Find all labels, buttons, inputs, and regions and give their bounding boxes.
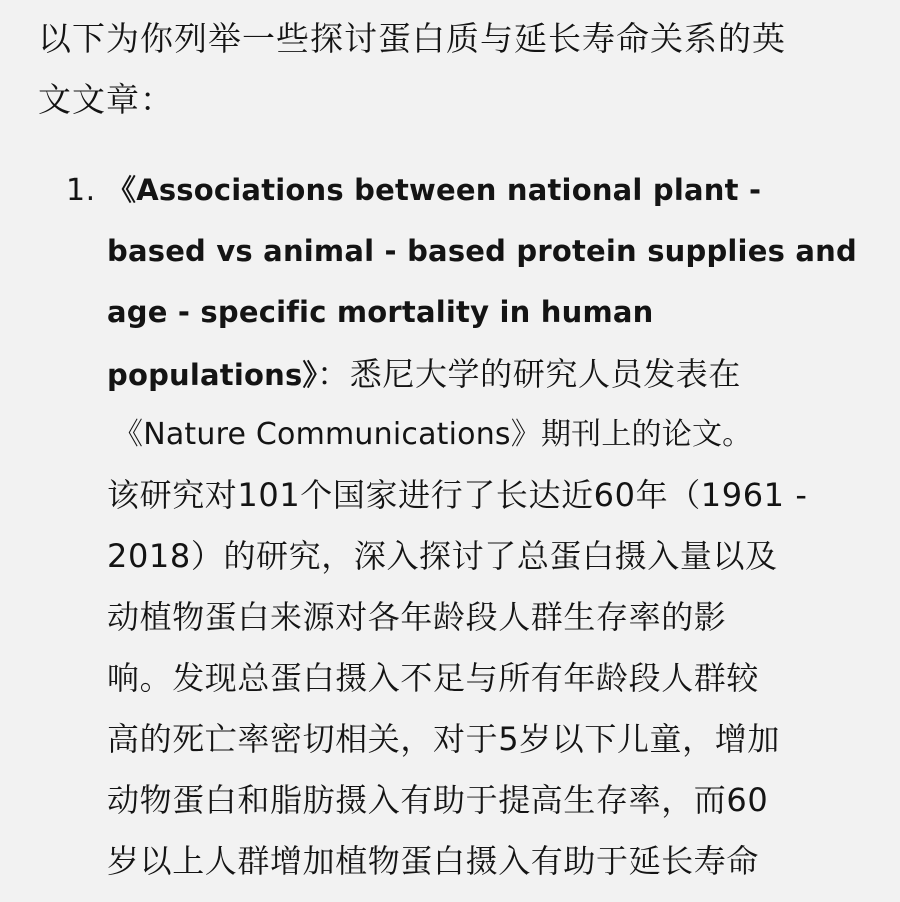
paper-title-line-3: age - specific mortality in human	[107, 295, 654, 329]
description-line-3: 动植物蛋白来源对各年龄段人群生存率的影	[107, 598, 727, 636]
intro-paragraph	[38, 8, 858, 130]
list-item-number: 1.	[66, 173, 96, 208]
description-line-6: 动物蛋白和脂肪摄入有助于提高生存率，而60	[107, 781, 769, 819]
list-item-body	[107, 160, 859, 892]
paper-title-line-4	[107, 343, 859, 404]
journal-line: 《Nature Communications》期刊上的论文。	[113, 417, 753, 452]
description-line-1: 该研究对101个国家进行了长达近60年（1961 -	[107, 476, 808, 514]
paper-title-line-1: 《Associations between national plant -	[107, 173, 762, 207]
intro-line-2: 文文章：	[38, 80, 174, 119]
intro-line-1: 以下为你列举一些探讨蛋白质与延长寿命关系的英	[38, 19, 786, 58]
description-line-7: 岁以上人群增加植物蛋白摄入有助于延长寿命	[107, 842, 760, 880]
description-line-5: 高的死亡率密切相关，对于5岁以下儿童，增加	[107, 720, 780, 758]
description-line-4: 响。发现总蛋白摄入不足与所有年龄段人群较	[107, 659, 760, 697]
description-line-2: 2018）的研究，深入探讨了总蛋白摄入量以及	[107, 537, 778, 575]
paper-title-line-2: based vs animal - based protein supplies and	[107, 234, 857, 268]
paper-title-end: populations》	[107, 358, 318, 392]
paper-source-intro: ：悉尼大学的研究人员发表在	[317, 355, 741, 393]
